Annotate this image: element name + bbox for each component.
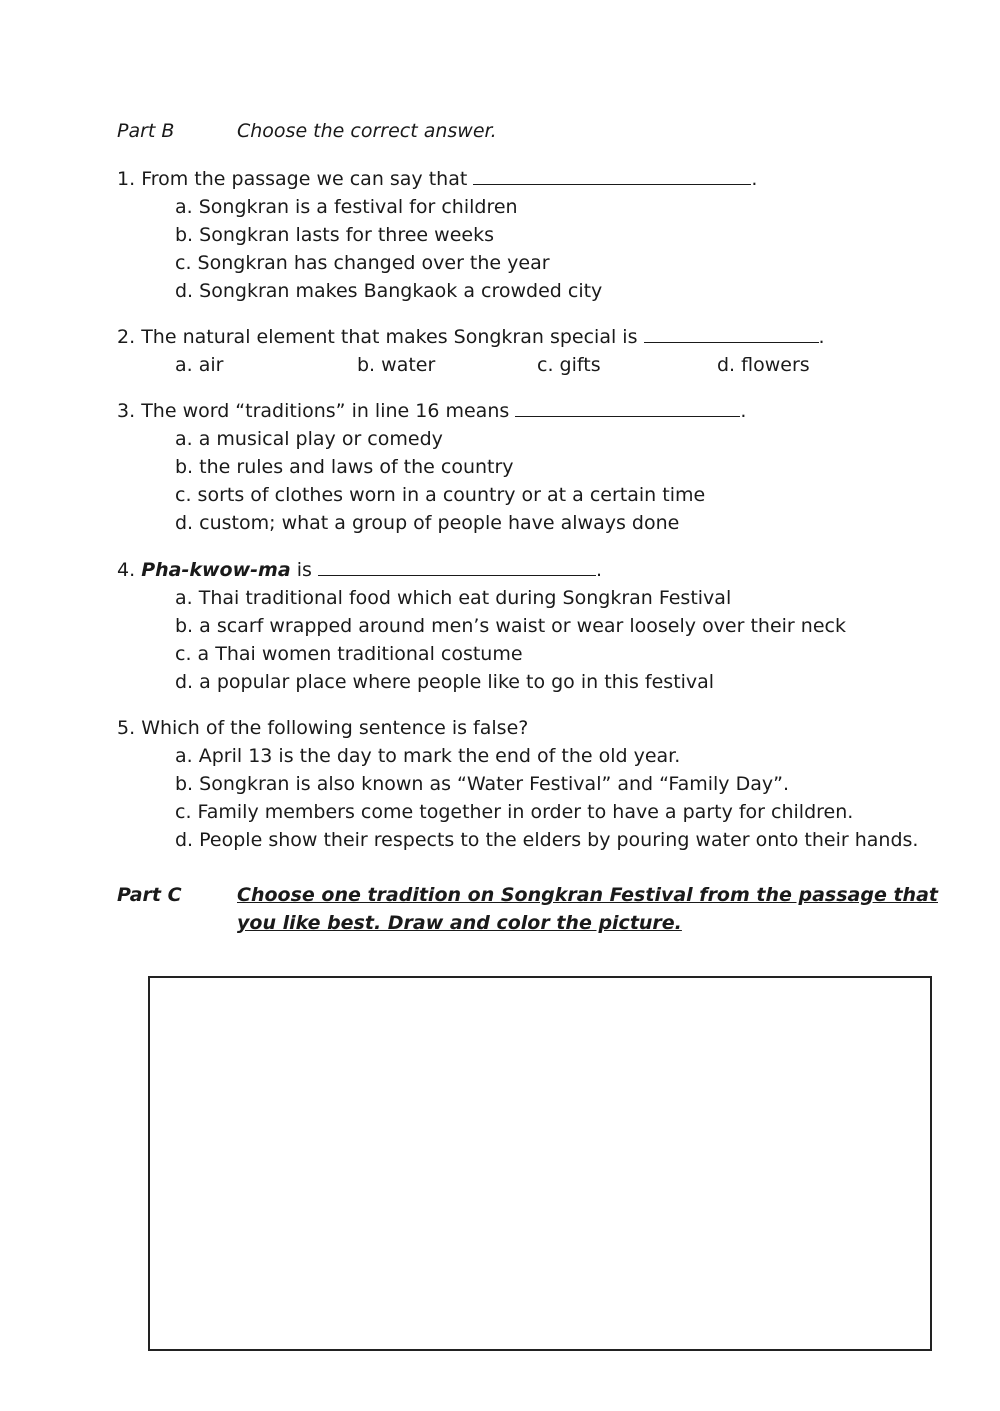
option-letter: c. — [175, 801, 192, 823]
part-c-instruction-line1: Choose one tradition on Songkran Festival from the passage that — [237, 884, 938, 906]
question-3 — [117, 400, 746, 422]
option-letter: d. — [175, 512, 194, 534]
option-text: Songkran is a festival for children — [198, 196, 518, 218]
question-number: 1. — [117, 168, 136, 190]
option-letter: a. — [175, 428, 193, 450]
answer-blank[interactable] — [644, 326, 819, 343]
option-text: Songkran lasts for three weeks — [199, 224, 494, 246]
option-3b[interactable] — [175, 456, 514, 478]
question-stem: The word “traditions” in line 16 means — [141, 400, 510, 422]
option-text: custom; what a group of people have always done — [199, 512, 680, 534]
part-c-instruction-line2: you like best. Draw and color the picture. — [237, 912, 682, 934]
part-b-label: Part B — [117, 120, 175, 142]
option-letter: a. — [175, 196, 193, 218]
question-stem: From the passage we can say that — [141, 168, 468, 190]
part-b-instruction: Choose the correct answer. — [237, 120, 497, 142]
question-end: . — [595, 559, 602, 581]
question-stem-italic: Pha-kwow-ma — [141, 559, 291, 581]
option-1b[interactable] — [175, 224, 494, 246]
question-number: 3. — [117, 400, 136, 422]
option-5b[interactable] — [175, 773, 789, 795]
option-4b[interactable] — [175, 615, 846, 637]
option-letter: b. — [175, 773, 194, 795]
option-letter: c. — [175, 643, 192, 665]
question-4 — [117, 559, 602, 581]
question-stem: The natural element that makes Songkran special is — [141, 326, 638, 348]
question-number: 4. — [117, 559, 136, 581]
option-letter: b. — [357, 354, 376, 376]
question-end: . — [751, 168, 758, 190]
option-1a[interactable] — [175, 196, 518, 218]
option-letter: d. — [175, 671, 194, 693]
question-2 — [117, 326, 825, 348]
option-text: a Thai women traditional costume — [197, 643, 523, 665]
option-2b[interactable] — [357, 354, 435, 376]
option-text: Thai traditional food which eat during Songkran Festival — [198, 587, 732, 609]
answer-blank[interactable] — [515, 400, 740, 417]
question-end: . — [818, 326, 825, 348]
option-letter: d. — [717, 354, 736, 376]
question-stem: is — [296, 559, 312, 581]
option-text: water — [381, 354, 436, 376]
option-5a[interactable] — [175, 745, 680, 767]
option-text: a musical play or comedy — [198, 428, 443, 450]
question-5 — [117, 717, 528, 739]
option-text: a scarf wrapped around men’s waist or wear loosely over their neck — [199, 615, 846, 637]
question-number: 5. — [117, 717, 136, 739]
question-end: . — [740, 400, 747, 422]
part-c-label: Part C — [117, 884, 182, 906]
option-letter: d. — [175, 829, 194, 851]
option-letter: a. — [175, 745, 193, 767]
option-3a[interactable] — [175, 428, 443, 450]
option-text: the rules and laws of the country — [199, 456, 514, 478]
question-number: 2. — [117, 326, 136, 348]
option-text: air — [198, 354, 224, 376]
option-letter: b. — [175, 224, 194, 246]
option-letter: a. — [175, 587, 193, 609]
question-stem: Which of the following sentence is false? — [141, 717, 529, 739]
question-1 — [117, 168, 757, 190]
option-4a[interactable] — [175, 587, 731, 609]
option-2c[interactable] — [537, 354, 601, 376]
option-2a[interactable] — [175, 354, 223, 376]
option-text: Songkran has changed over the year — [197, 252, 550, 274]
option-text: Family members come together in order to have a party for children. — [197, 801, 854, 823]
option-text: Songkran makes Bangkaok a crowded city — [199, 280, 603, 302]
option-text: a popular place where people like to go in this festival — [199, 671, 715, 693]
option-letter: b. — [175, 615, 194, 637]
option-4c[interactable] — [175, 643, 523, 665]
option-letter: c. — [175, 484, 192, 506]
option-2d[interactable] — [717, 354, 810, 376]
option-letter: b. — [175, 456, 194, 478]
option-4d[interactable] — [175, 671, 714, 693]
answer-blank[interactable] — [318, 559, 596, 576]
option-3c[interactable] — [175, 484, 705, 506]
answer-blank[interactable] — [473, 168, 751, 185]
option-letter: a. — [175, 354, 193, 376]
option-5d[interactable] — [175, 829, 918, 851]
option-text: April 13 is the day to mark the end of the old year. — [198, 745, 681, 767]
drawing-area[interactable] — [148, 976, 932, 1351]
option-letter: d. — [175, 280, 194, 302]
option-text: People show their respects to the elders by pouring water onto their hands. — [199, 829, 919, 851]
option-text: gifts — [559, 354, 601, 376]
option-letter: c. — [537, 354, 554, 376]
option-text: sorts of clothes worn in a country or at a certain time — [197, 484, 706, 506]
option-5c[interactable] — [175, 801, 853, 823]
option-3d[interactable] — [175, 512, 679, 534]
option-text: Songkran is also known as “Water Festival” and “Family Day”. — [199, 773, 789, 795]
option-1d[interactable] — [175, 280, 602, 302]
option-text: flowers — [741, 354, 810, 376]
option-1c[interactable] — [175, 252, 550, 274]
option-letter: c. — [175, 252, 192, 274]
